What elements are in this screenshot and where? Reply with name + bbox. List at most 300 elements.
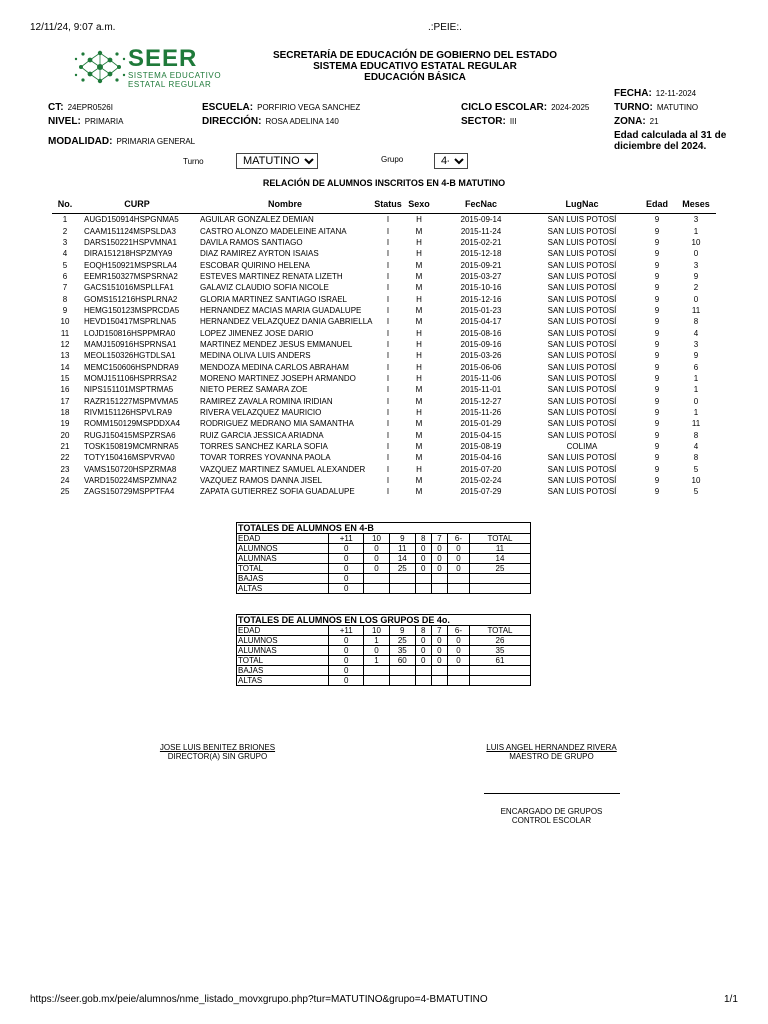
row-no: 8 bbox=[62, 294, 68, 304]
row-no: 15 bbox=[60, 373, 70, 383]
col-sexo: Sexo bbox=[402, 195, 436, 214]
row-meses: 10 bbox=[691, 476, 701, 486]
row-curp: MOMJ151106HSPRRSA2 bbox=[84, 373, 177, 383]
row-edad: 9 bbox=[654, 430, 660, 440]
totals-group-table bbox=[236, 522, 531, 594]
student-row bbox=[52, 350, 716, 361]
student-row bbox=[52, 282, 716, 293]
row-sexo: M bbox=[415, 317, 423, 327]
control-signature-line bbox=[484, 793, 620, 794]
fecha-field bbox=[614, 88, 696, 99]
totals-empty-cell bbox=[469, 574, 530, 584]
student-row bbox=[52, 373, 716, 384]
row-sexo: M bbox=[415, 442, 423, 452]
student-row bbox=[52, 361, 716, 372]
totals-empty-cell bbox=[447, 584, 469, 594]
row-lugnac: COLIMA bbox=[566, 442, 598, 452]
totals-header-cell: +11 bbox=[329, 534, 364, 544]
row-meses: 10 bbox=[691, 237, 701, 247]
totals-cell: 0 bbox=[431, 636, 447, 646]
totals-header-cell: 8 bbox=[415, 534, 431, 544]
totals-empty-cell bbox=[469, 584, 530, 594]
row-nombre: MEDINA OLIVA LUIS ANDERS bbox=[200, 351, 311, 361]
row-lugnac: SAN LUIS POTOSÍ bbox=[547, 271, 617, 281]
col-status: Status bbox=[374, 195, 402, 214]
totals-empty-cell bbox=[415, 676, 431, 686]
row-nombre: MARTINEZ MENDEZ JESUS EMMANUEL bbox=[200, 339, 353, 349]
row-fecnac: 2015-01-29 bbox=[460, 419, 502, 429]
row-meses: 0 bbox=[693, 294, 699, 304]
row-fecnac: 2015-11-26 bbox=[460, 408, 502, 418]
student-row bbox=[52, 248, 716, 259]
totals-header-label: EDAD bbox=[237, 626, 329, 636]
row-nombre: TOVAR TORRES YOVANNA PAOLA bbox=[200, 453, 331, 463]
row-nombre: GLORIA MARTINEZ SANTIAGO ISRAEL bbox=[200, 294, 347, 304]
row-nombre: HERNANDEZ MACIAS MARIA GUADALUPE bbox=[200, 305, 362, 315]
teacher-signature bbox=[474, 743, 629, 761]
zona-label: ZONA: bbox=[614, 116, 646, 127]
row-meses: 2 bbox=[693, 283, 699, 293]
row-nombre: LOPEZ JIMENEZ JOSE DARIO bbox=[200, 328, 314, 338]
logo-name: SEER bbox=[128, 45, 198, 72]
col-lugnac: LugNac bbox=[526, 195, 638, 214]
row-edad: 9 bbox=[654, 373, 660, 383]
row-status: I bbox=[386, 260, 390, 270]
totals-cell: 0 bbox=[447, 636, 469, 646]
fecha-label: FECHA: bbox=[614, 88, 652, 99]
row-meses: 9 bbox=[693, 271, 699, 281]
row-edad: 9 bbox=[654, 294, 660, 304]
row-lugnac: SAN LUIS POTOSÍ bbox=[547, 396, 617, 406]
totals-cell: 11 bbox=[389, 544, 415, 554]
direccion-label: DIRECCIÓN: bbox=[202, 116, 262, 127]
totals-altas-row bbox=[237, 584, 531, 594]
row-sexo: M bbox=[415, 430, 423, 440]
row-curp: RAZR151227MSPMVMA5 bbox=[84, 396, 179, 406]
row-edad: 9 bbox=[654, 249, 660, 259]
row-status: I bbox=[386, 442, 390, 452]
ct-field bbox=[48, 102, 113, 113]
totals-empty-cell bbox=[447, 666, 469, 676]
row-curp: EEMR150327MSPSRNA2 bbox=[84, 271, 178, 281]
totals-group-body bbox=[237, 534, 531, 594]
row-fecnac: 2015-04-16 bbox=[460, 453, 502, 463]
institution-line-3: EDUCACIÓN BÁSICA bbox=[364, 72, 466, 83]
row-lugnac: SAN LUIS POTOSÍ bbox=[547, 362, 617, 372]
row-sexo: M bbox=[415, 226, 423, 236]
row-meses: 11 bbox=[691, 305, 701, 315]
row-lugnac: SAN LUIS POTOSÍ bbox=[547, 215, 617, 225]
row-edad: 9 bbox=[654, 283, 660, 293]
totals-grade-table bbox=[236, 614, 531, 686]
row-lugnac: SAN LUIS POTOSÍ bbox=[547, 237, 617, 247]
totals-cell: 14 bbox=[469, 554, 530, 564]
row-curp: TOTY150416MSPVRVA0 bbox=[84, 453, 175, 463]
totals-empty-cell bbox=[364, 666, 390, 676]
row-meses: 8 bbox=[693, 317, 699, 327]
escuela-label: ESCUELA: bbox=[202, 102, 254, 113]
row-curp: RUGJ150415MSPZRSA6 bbox=[84, 430, 176, 440]
totals-cell: 0 bbox=[415, 564, 431, 574]
row-edad: 9 bbox=[654, 226, 660, 236]
row-curp: DIRA151218HSPZMYA9 bbox=[84, 249, 173, 259]
totals-group-title-row bbox=[237, 523, 531, 534]
row-status: I bbox=[386, 430, 390, 440]
totals-bajas-label: BAJAS bbox=[237, 666, 329, 676]
totals-cell: 0 bbox=[415, 544, 431, 554]
totals-cell: 35 bbox=[469, 646, 530, 656]
row-no: 17 bbox=[60, 396, 70, 406]
row-fecnac: 2015-09-14 bbox=[460, 215, 502, 225]
totals-header-cell: 7 bbox=[431, 626, 447, 636]
totals-bajas-label: BAJAS bbox=[237, 574, 329, 584]
row-nombre: CASTRO ALONZO MADELEINE AITANA bbox=[200, 226, 347, 236]
row-fecnac: 2015-04-17 bbox=[460, 317, 502, 327]
row-lugnac: SAN LUIS POTOSÍ bbox=[547, 419, 617, 429]
logo-line-2: ESTATAL REGULAR bbox=[128, 80, 212, 89]
row-status: I bbox=[386, 362, 390, 372]
totals-row-label: TOTAL bbox=[237, 656, 329, 666]
totals-empty-cell bbox=[469, 666, 530, 676]
row-edad: 9 bbox=[654, 351, 660, 361]
totals-altas-label: ALTAS bbox=[237, 584, 329, 594]
totals-cell: 0 bbox=[329, 636, 364, 646]
student-row bbox=[52, 384, 716, 395]
totals-cell: 35 bbox=[389, 646, 415, 656]
student-row bbox=[52, 327, 716, 338]
row-sexo: H bbox=[416, 237, 422, 247]
direccion-value: ROSA ADELINA 140 bbox=[265, 117, 339, 126]
totals-bajas-value: 0 bbox=[329, 666, 364, 676]
row-nombre: DIAZ RAMIREZ AYRTON ISAIAS bbox=[200, 249, 319, 259]
row-sexo: H bbox=[416, 328, 422, 338]
row-meses: 1 bbox=[693, 385, 699, 395]
row-no: 1 bbox=[62, 215, 68, 225]
student-row bbox=[52, 441, 716, 452]
totals-cell: 26 bbox=[469, 636, 530, 646]
row-nombre: VAZQUEZ MARTINEZ SAMUEL ALEXANDER bbox=[200, 464, 366, 474]
grupo-filter-label: Grupo bbox=[381, 155, 404, 164]
row-lugnac: SAN LUIS POTOSÍ bbox=[547, 339, 617, 349]
row-curp: VAMS150720HSPZRMA8 bbox=[84, 464, 177, 474]
row-meses: 1 bbox=[693, 373, 699, 383]
row-status: I bbox=[386, 453, 390, 463]
totals-empty-cell bbox=[364, 574, 390, 584]
totals-cell: 0 bbox=[364, 554, 390, 564]
col-curp: CURP bbox=[78, 195, 196, 214]
row-lugnac: SAN LUIS POTOSÍ bbox=[547, 294, 617, 304]
totals-row-label: ALUMNAS bbox=[237, 554, 329, 564]
totals-row-label: ALUMNOS bbox=[237, 636, 329, 646]
row-fecnac: 2015-12-16 bbox=[460, 294, 502, 304]
row-nombre: ESCOBAR QUIRINO HELENA bbox=[200, 260, 310, 270]
row-edad: 9 bbox=[654, 385, 660, 395]
row-edad: 9 bbox=[654, 442, 660, 452]
row-lugnac: SAN LUIS POTOSÍ bbox=[547, 408, 617, 418]
row-status: I bbox=[386, 351, 390, 361]
row-curp: HEVD150417MSPRLNA5 bbox=[84, 317, 177, 327]
row-sexo: M bbox=[415, 283, 423, 293]
row-fecnac: 2015-11-06 bbox=[460, 373, 502, 383]
print-page-count: 1/1 bbox=[724, 994, 738, 1005]
totals-bajas-value: 0 bbox=[329, 574, 364, 584]
row-fecnac: 2015-01-23 bbox=[460, 305, 502, 315]
row-edad: 9 bbox=[654, 396, 660, 406]
row-no: 6 bbox=[62, 271, 68, 281]
row-edad: 9 bbox=[654, 328, 660, 338]
totals-cell: 0 bbox=[329, 554, 364, 564]
student-row bbox=[52, 214, 716, 226]
row-no: 24 bbox=[60, 476, 70, 486]
row-nombre: RAMIREZ ZAVALA ROMINA IRIDIAN bbox=[200, 396, 333, 406]
student-row bbox=[52, 475, 716, 486]
row-no: 21 bbox=[60, 442, 70, 452]
row-nombre: MORENO MARTINEZ JOSEPH ARMANDO bbox=[200, 373, 356, 383]
row-nombre: ZAPATA GUTIERREZ SOFIA GUADALUPE bbox=[200, 487, 355, 497]
row-no: 23 bbox=[60, 464, 70, 474]
grupo-select[interactable] bbox=[434, 153, 468, 169]
student-row bbox=[52, 305, 716, 316]
row-lugnac: SAN LUIS POTOSÍ bbox=[547, 249, 617, 259]
row-lugnac: SAN LUIS POTOSÍ bbox=[547, 351, 617, 361]
row-lugnac: SAN LUIS POTOSÍ bbox=[547, 385, 617, 395]
totals-grade-title-row bbox=[237, 615, 531, 626]
totals-cell: 0 bbox=[431, 554, 447, 564]
student-row bbox=[52, 407, 716, 418]
totals-header-cell: 6- bbox=[447, 534, 469, 544]
institution-line-2: SISTEMA EDUCATIVO ESTATAL REGULAR bbox=[313, 61, 517, 72]
row-sexo: H bbox=[416, 339, 422, 349]
director-role: DIRECTOR(A) SIN GRUPO bbox=[167, 752, 268, 761]
row-sexo: M bbox=[415, 487, 423, 497]
turno-select[interactable] bbox=[236, 153, 318, 169]
row-meses: 6 bbox=[693, 362, 699, 372]
row-meses: 8 bbox=[693, 453, 699, 463]
row-lugnac: SAN LUIS POTOSÍ bbox=[547, 487, 617, 497]
totals-row bbox=[237, 636, 531, 646]
totals-cell: 11 bbox=[469, 544, 530, 554]
row-edad: 9 bbox=[654, 317, 660, 327]
row-lugnac: SAN LUIS POTOSÍ bbox=[547, 476, 617, 486]
totals-empty-cell bbox=[389, 666, 415, 676]
row-lugnac: SAN LUIS POTOSÍ bbox=[547, 453, 617, 463]
row-nombre: RODRIGUEZ MEDRANO MIA SAMANTHA bbox=[200, 419, 354, 429]
row-status: I bbox=[386, 283, 390, 293]
director-signature bbox=[140, 743, 295, 761]
row-edad: 9 bbox=[654, 271, 660, 281]
row-fecnac: 2015-10-16 bbox=[460, 283, 502, 293]
turno-value: MATUTINO bbox=[656, 103, 699, 112]
sector-field bbox=[461, 116, 517, 127]
institution-line-1: SECRETARÍA DE EDUCACIÓN DE GOBIERNO DEL ESTADO bbox=[272, 50, 558, 61]
row-status: I bbox=[386, 476, 390, 486]
row-status: I bbox=[386, 408, 390, 418]
row-edad: 9 bbox=[654, 464, 660, 474]
row-no: 10 bbox=[60, 317, 70, 327]
student-row bbox=[52, 452, 716, 463]
row-no: 25 bbox=[60, 487, 70, 497]
row-no: 20 bbox=[60, 430, 70, 440]
row-meses: 0 bbox=[693, 249, 699, 259]
row-no: 19 bbox=[60, 419, 70, 429]
sector-label: SECTOR: bbox=[461, 116, 506, 127]
student-row bbox=[52, 339, 716, 350]
turno-field bbox=[614, 102, 698, 113]
row-lugnac: SAN LUIS POTOSÍ bbox=[547, 328, 617, 338]
row-nombre: AGUILAR GONZALEZ DEMIAN bbox=[200, 215, 314, 225]
totals-row bbox=[237, 656, 531, 666]
row-no: 4 bbox=[62, 249, 68, 259]
totals-header-cell: +11 bbox=[329, 626, 364, 636]
totals-cell: 0 bbox=[329, 564, 364, 574]
totals-header-cell: 9 bbox=[389, 626, 415, 636]
row-status: I bbox=[386, 385, 390, 395]
student-row bbox=[52, 486, 716, 497]
row-sexo: M bbox=[415, 419, 423, 429]
turno-filter-label: Turno bbox=[183, 157, 204, 166]
totals-empty-cell bbox=[364, 676, 390, 686]
row-sexo: M bbox=[415, 396, 423, 406]
row-lugnac: SAN LUIS POTOSÍ bbox=[547, 430, 617, 440]
totals-cell: 0 bbox=[329, 656, 364, 666]
nivel-value: PRIMARIA bbox=[84, 117, 124, 126]
row-lugnac: SAN LUIS POTOSÍ bbox=[547, 464, 617, 474]
row-edad: 9 bbox=[654, 476, 660, 486]
totals-empty-cell bbox=[469, 676, 530, 686]
row-edad: 9 bbox=[654, 215, 660, 225]
row-sexo: M bbox=[415, 260, 423, 270]
row-sexo: M bbox=[415, 305, 423, 315]
student-row bbox=[52, 316, 716, 327]
row-status: I bbox=[386, 464, 390, 474]
totals-empty-cell bbox=[447, 574, 469, 584]
row-fecnac: 2015-12-27 bbox=[460, 396, 502, 406]
row-curp: MEMC150606HSPNDRA9 bbox=[84, 362, 179, 372]
totals-bajas-row bbox=[237, 574, 531, 584]
zona-field bbox=[614, 116, 659, 127]
row-status: I bbox=[386, 419, 390, 429]
row-curp: ZAGS150729MSPPTFA4 bbox=[84, 487, 175, 497]
escuela-field bbox=[202, 102, 360, 113]
totals-empty-cell bbox=[415, 666, 431, 676]
totals-cell: 0 bbox=[329, 544, 364, 554]
row-nombre: DAVILA RAMOS SANTIAGO bbox=[200, 237, 303, 247]
row-meses: 3 bbox=[693, 339, 699, 349]
row-curp: HEMG150123MSPRCDA5 bbox=[84, 305, 180, 315]
totals-header-cell: 10 bbox=[364, 534, 390, 544]
row-curp: AUGD150914HSPGNMA5 bbox=[84, 215, 179, 225]
ciclo-field bbox=[461, 102, 589, 113]
totals-row bbox=[237, 554, 531, 564]
edad-note-line-1: Edad calculada al 31 de bbox=[614, 130, 727, 141]
row-curp: GACS151016MSPLLFA1 bbox=[84, 283, 174, 293]
col-fecnac: FecNac bbox=[436, 195, 526, 214]
totals-cell: 25 bbox=[469, 564, 530, 574]
ciclo-label: CICLO ESCOLAR: bbox=[461, 102, 548, 113]
row-nombre: GALAVIZ CLAUDIO SOFIA NICOLE bbox=[200, 283, 329, 293]
print-datetime: 12/11/24, 9:07 a.m. bbox=[30, 22, 116, 33]
totals-row-label: ALUMNAS bbox=[237, 646, 329, 656]
student-row bbox=[52, 396, 716, 407]
row-sexo: H bbox=[416, 249, 422, 259]
totals-empty-cell bbox=[415, 584, 431, 594]
row-fecnac: 2015-06-06 bbox=[460, 362, 502, 372]
row-nombre: HERNANDEZ VELAZQUEZ DANIA GABRIELLA bbox=[200, 317, 373, 327]
turno-label: TURNO: bbox=[614, 102, 653, 113]
teacher-role: MAESTRO DE GRUPO bbox=[509, 752, 594, 761]
row-meses: 4 bbox=[693, 328, 699, 338]
row-status: I bbox=[386, 396, 390, 406]
col-no: No. bbox=[52, 195, 78, 214]
row-no: 14 bbox=[60, 362, 70, 372]
row-fecnac: 2015-11-24 bbox=[460, 226, 502, 236]
row-fecnac: 2015-03-27 bbox=[460, 271, 502, 281]
row-curp: DARS150221HSPVMNA1 bbox=[84, 237, 177, 247]
totals-empty-cell bbox=[431, 574, 447, 584]
student-row bbox=[52, 259, 716, 270]
totals-cell: 0 bbox=[431, 564, 447, 574]
row-fecnac: 2015-09-21 bbox=[460, 260, 502, 270]
row-lugnac: SAN LUIS POTOSÍ bbox=[547, 373, 617, 383]
totals-cell: 0 bbox=[364, 544, 390, 554]
row-curp: VARD150224MSPZMNA2 bbox=[84, 476, 177, 486]
row-fecnac: 2015-09-16 bbox=[460, 339, 502, 349]
totals-header-cell: 10 bbox=[364, 626, 390, 636]
totals-header-cell: TOTAL bbox=[469, 626, 530, 636]
row-edad: 9 bbox=[654, 408, 660, 418]
col-edad: Edad bbox=[638, 195, 676, 214]
row-nombre: MENDOZA MEDINA CARLOS ABRAHAM bbox=[200, 362, 349, 372]
zona-value: 21 bbox=[649, 117, 659, 126]
row-edad: 9 bbox=[654, 260, 660, 270]
students-body bbox=[52, 214, 716, 498]
row-fecnac: 2015-07-29 bbox=[460, 487, 502, 497]
row-sexo: H bbox=[416, 362, 422, 372]
edad-note-line-2: diciembre del 2024. bbox=[614, 141, 707, 152]
row-fecnac: 2015-08-16 bbox=[460, 328, 502, 338]
totals-cell: 0 bbox=[447, 554, 469, 564]
row-meses: 5 bbox=[693, 487, 699, 497]
row-nombre: NIETO PEREZ SAMARA ZOE bbox=[200, 385, 308, 395]
totals-header-cell: 7 bbox=[431, 534, 447, 544]
row-edad: 9 bbox=[654, 453, 660, 463]
totals-cell: 0 bbox=[329, 646, 364, 656]
totals-header-cell: 6- bbox=[447, 626, 469, 636]
seer-logo-text bbox=[128, 47, 221, 89]
row-curp: EOQH150921MSPSRLA4 bbox=[84, 260, 177, 270]
row-no: 16 bbox=[60, 385, 70, 395]
totals-empty-cell bbox=[431, 676, 447, 686]
fecha-value: 12-11-2024 bbox=[655, 89, 697, 98]
ct-value: 24EPR0526I bbox=[67, 103, 113, 112]
totals-cell: 0 bbox=[431, 656, 447, 666]
totals-cell: 0 bbox=[415, 646, 431, 656]
row-curp: ROMM150129MSPDDXA4 bbox=[84, 419, 181, 429]
totals-header-cell: 8 bbox=[415, 626, 431, 636]
totals-group-title: TOTALES DE ALUMNOS EN 4-B bbox=[237, 523, 531, 534]
row-status: I bbox=[386, 215, 390, 225]
totals-cell: 0 bbox=[415, 636, 431, 646]
row-meses: 11 bbox=[691, 419, 701, 429]
row-lugnac: SAN LUIS POTOSÍ bbox=[547, 226, 617, 236]
totals-altas-value: 0 bbox=[329, 676, 364, 686]
row-fecnac: 2015-03-26 bbox=[460, 351, 502, 361]
row-nombre: RIVERA VELAZQUEZ MAURICIO bbox=[200, 408, 322, 418]
totals-cell: 0 bbox=[447, 656, 469, 666]
row-curp: MEOL150326HGTDLSA1 bbox=[84, 351, 176, 361]
row-no: 18 bbox=[60, 408, 70, 418]
row-no: 13 bbox=[60, 351, 70, 361]
